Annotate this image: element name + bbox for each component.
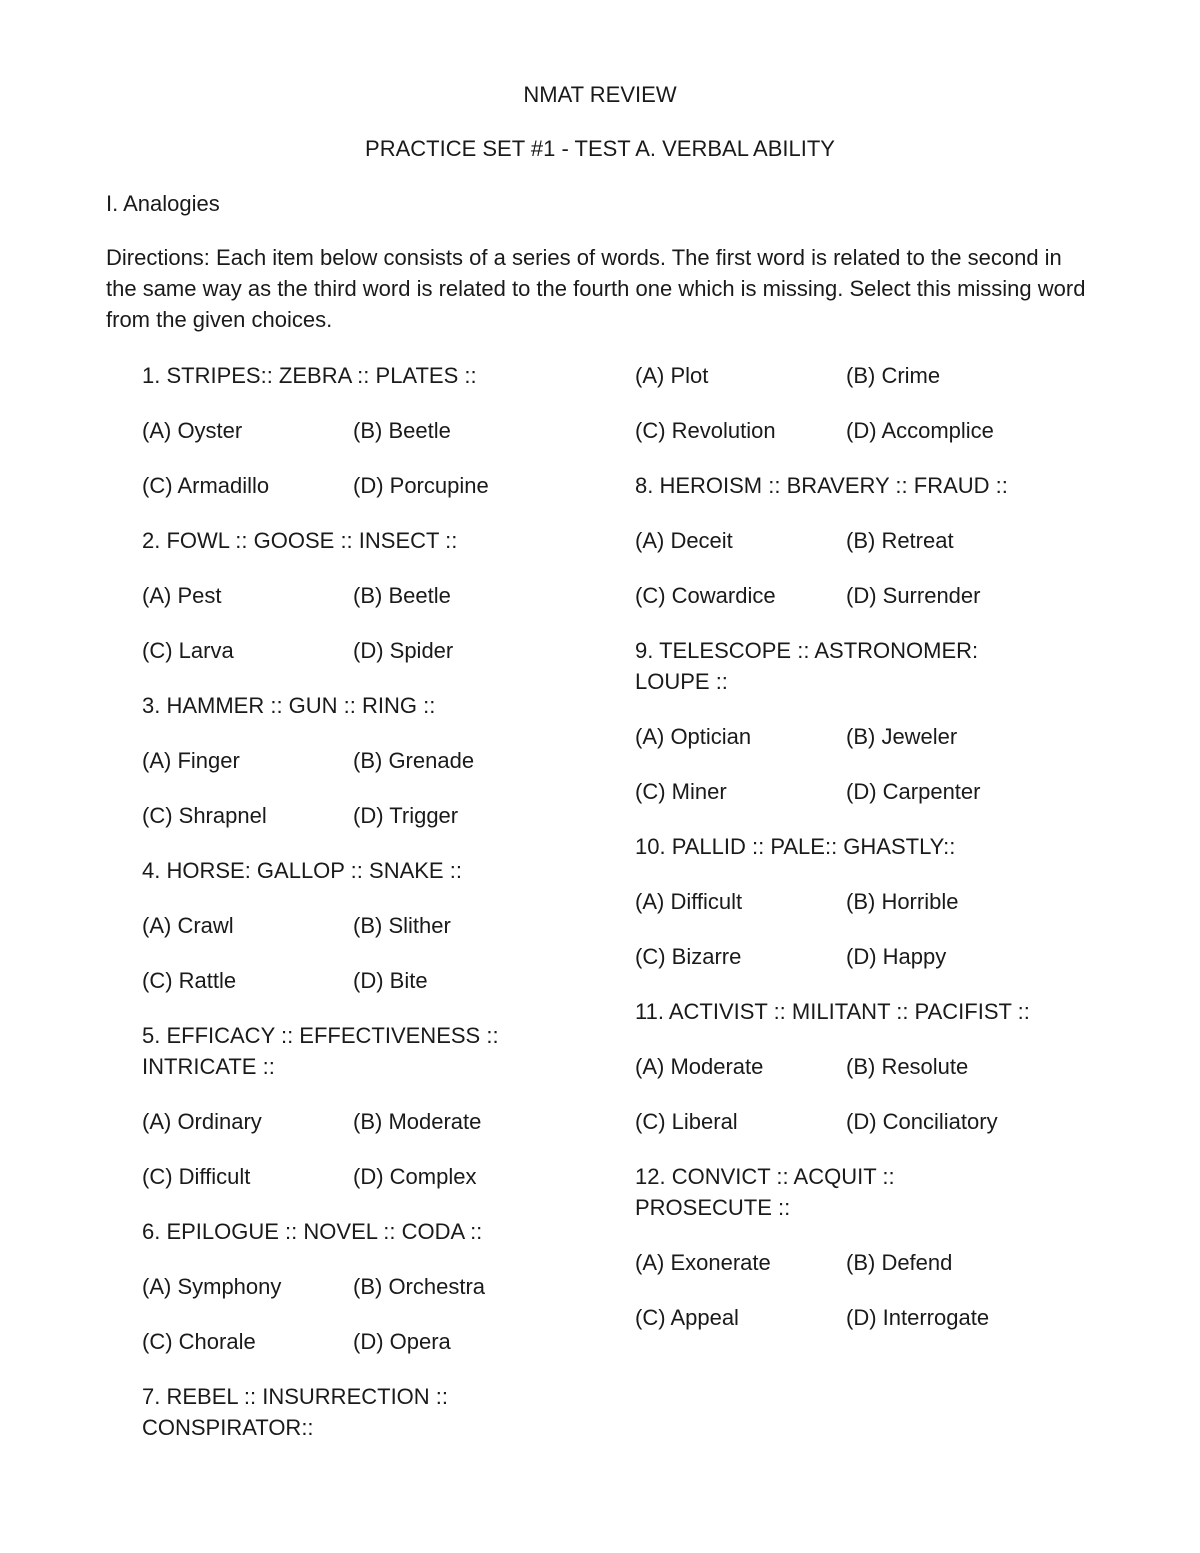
page-subtitle: PRACTICE SET #1 - TEST A. VERBAL ABILITY bbox=[365, 136, 835, 161]
option-b: (B) Slither bbox=[353, 913, 451, 938]
option-row bbox=[142, 1106, 582, 1137]
option-c: (C) Larva bbox=[142, 638, 234, 663]
option-row bbox=[142, 470, 582, 501]
option-a: (A) Oyster bbox=[142, 418, 243, 443]
option-b: (B) Defend bbox=[846, 1250, 953, 1275]
option-d: (D) Conciliatory bbox=[846, 1109, 998, 1134]
question-text: 10. PALLID :: PALE:: GHASTLY:: bbox=[635, 834, 956, 859]
analogy-item-2 bbox=[142, 525, 582, 666]
option-a: (A) Difficult bbox=[635, 889, 743, 914]
question-text: 2. FOWL :: GOOSE :: INSECT :: bbox=[142, 528, 458, 553]
option-row bbox=[635, 1106, 1075, 1137]
option-row bbox=[635, 941, 1075, 972]
option-a: (A) Deceit bbox=[635, 528, 733, 553]
option-row bbox=[635, 776, 1075, 807]
option-d: (D) Interrogate bbox=[846, 1305, 990, 1330]
option-row bbox=[635, 886, 1075, 917]
option-b: (B) Crime bbox=[846, 363, 941, 388]
analogy-item-12 bbox=[635, 1161, 1075, 1333]
option-row bbox=[635, 1302, 1075, 1333]
analogy-item-8 bbox=[635, 470, 1075, 611]
option-row bbox=[142, 745, 582, 776]
option-d: (D) Happy bbox=[846, 944, 947, 969]
option-a: (A) Optician bbox=[635, 724, 752, 749]
option-c: (C) Armadillo bbox=[142, 473, 270, 498]
option-c: (C) Chorale bbox=[142, 1329, 256, 1354]
question-text: 1. STRIPES:: ZEBRA :: PLATES :: bbox=[142, 363, 477, 388]
option-a: (A) Plot bbox=[635, 363, 709, 388]
option-row bbox=[635, 580, 1075, 611]
option-d: (D) Complex bbox=[353, 1164, 477, 1189]
option-row bbox=[635, 1051, 1075, 1082]
option-c: (C) Liberal bbox=[635, 1109, 738, 1134]
option-d: (D) Spider bbox=[353, 638, 454, 663]
question-text: 7. REBEL :: INSURRECTION :: CONSPIRATOR:: bbox=[142, 1384, 449, 1440]
option-row bbox=[142, 800, 582, 831]
option-b: (B) Beetle bbox=[353, 583, 451, 608]
option-row bbox=[142, 910, 582, 941]
option-d: (D) Bite bbox=[353, 968, 428, 993]
question-text: 8. HEROISM :: BRAVERY :: FRAUD :: bbox=[635, 473, 1008, 498]
option-b: (B) Resolute bbox=[846, 1054, 969, 1079]
option-b: (B) Grenade bbox=[353, 748, 475, 773]
option-row bbox=[142, 635, 582, 666]
analogy-item-10 bbox=[635, 831, 1075, 972]
analogy-item-4 bbox=[142, 855, 582, 996]
page-title: NMAT REVIEW bbox=[523, 82, 677, 107]
option-d: (D) Carpenter bbox=[846, 779, 981, 804]
option-b: (B) Jeweler bbox=[846, 724, 958, 749]
option-c: (C) Difficult bbox=[142, 1164, 251, 1189]
option-c: (C) Rattle bbox=[142, 968, 237, 993]
option-a: (A) Symphony bbox=[142, 1274, 282, 1299]
section-heading: I. Analogies bbox=[106, 191, 220, 216]
option-row bbox=[142, 580, 582, 611]
analogy-item-7-options bbox=[635, 360, 1075, 446]
option-b: (B) Moderate bbox=[353, 1109, 482, 1134]
option-b: (B) Orchestra bbox=[353, 1274, 486, 1299]
option-b: (B) Retreat bbox=[846, 528, 954, 553]
option-a: (A) Ordinary bbox=[142, 1109, 262, 1134]
option-c: (C) Revolution bbox=[635, 418, 776, 443]
analogy-item-11 bbox=[635, 996, 1075, 1137]
option-row bbox=[142, 1161, 582, 1192]
directions-text: Directions: Each item below consists of a series of words. The first word is related to the second in the same way as the third word is related to the fourth one which is missing. Select this missing word from the given choices. bbox=[106, 245, 1086, 332]
option-row bbox=[635, 525, 1075, 556]
option-a: (A) Pest bbox=[142, 583, 222, 608]
option-a: (A) Exonerate bbox=[635, 1250, 771, 1275]
analogy-item-1 bbox=[142, 360, 582, 501]
option-b: (B) Horrible bbox=[846, 889, 959, 914]
question-text: 4. HORSE: GALLOP :: SNAKE :: bbox=[142, 858, 462, 883]
option-row bbox=[142, 1271, 582, 1302]
question-text: 3. HAMMER :: GUN :: RING :: bbox=[142, 693, 436, 718]
option-row bbox=[635, 415, 1075, 446]
option-row bbox=[142, 415, 582, 446]
analogy-item-7-question bbox=[142, 1381, 582, 1443]
option-d: (D) Porcupine bbox=[353, 473, 489, 498]
question-text: 5. EFFICACY :: EFFECTIVENESS :: INTRICATE :: bbox=[142, 1023, 499, 1079]
option-row bbox=[635, 360, 1075, 391]
left-column bbox=[142, 360, 582, 1467]
analogy-item-9 bbox=[635, 635, 1075, 807]
option-a: (A) Finger bbox=[142, 748, 240, 773]
question-text: 12. CONVICT :: ACQUIT :: PROSECUTE :: bbox=[635, 1164, 895, 1220]
option-c: (C) Cowardice bbox=[635, 583, 776, 608]
option-c: (C) Bizarre bbox=[635, 944, 742, 969]
option-d: (D) Trigger bbox=[353, 803, 459, 828]
option-a: (A) Crawl bbox=[142, 913, 234, 938]
analogy-item-5 bbox=[142, 1020, 582, 1192]
option-c: (C) Shrapnel bbox=[142, 803, 267, 828]
option-c: (C) Miner bbox=[635, 779, 727, 804]
option-row bbox=[635, 1247, 1075, 1278]
option-c: (C) Appeal bbox=[635, 1305, 739, 1330]
option-row bbox=[142, 965, 582, 996]
option-a: (A) Moderate bbox=[635, 1054, 764, 1079]
option-row bbox=[635, 721, 1075, 752]
question-text: 11. ACTIVIST :: MILITANT :: PACIFIST :: bbox=[635, 999, 1030, 1024]
option-row bbox=[142, 1326, 582, 1357]
right-column bbox=[635, 360, 1075, 1357]
question-text: 6. EPILOGUE :: NOVEL :: CODA :: bbox=[142, 1219, 483, 1244]
analogy-item-3 bbox=[142, 690, 582, 831]
option-d: (D) Accomplice bbox=[846, 418, 994, 443]
analogy-item-6 bbox=[142, 1216, 582, 1357]
question-text: 9. TELESCOPE :: ASTRONOMER: LOUPE :: bbox=[635, 638, 979, 694]
option-b: (B) Beetle bbox=[353, 418, 451, 443]
option-d: (D) Opera bbox=[353, 1329, 451, 1354]
option-d: (D) Surrender bbox=[846, 583, 981, 608]
